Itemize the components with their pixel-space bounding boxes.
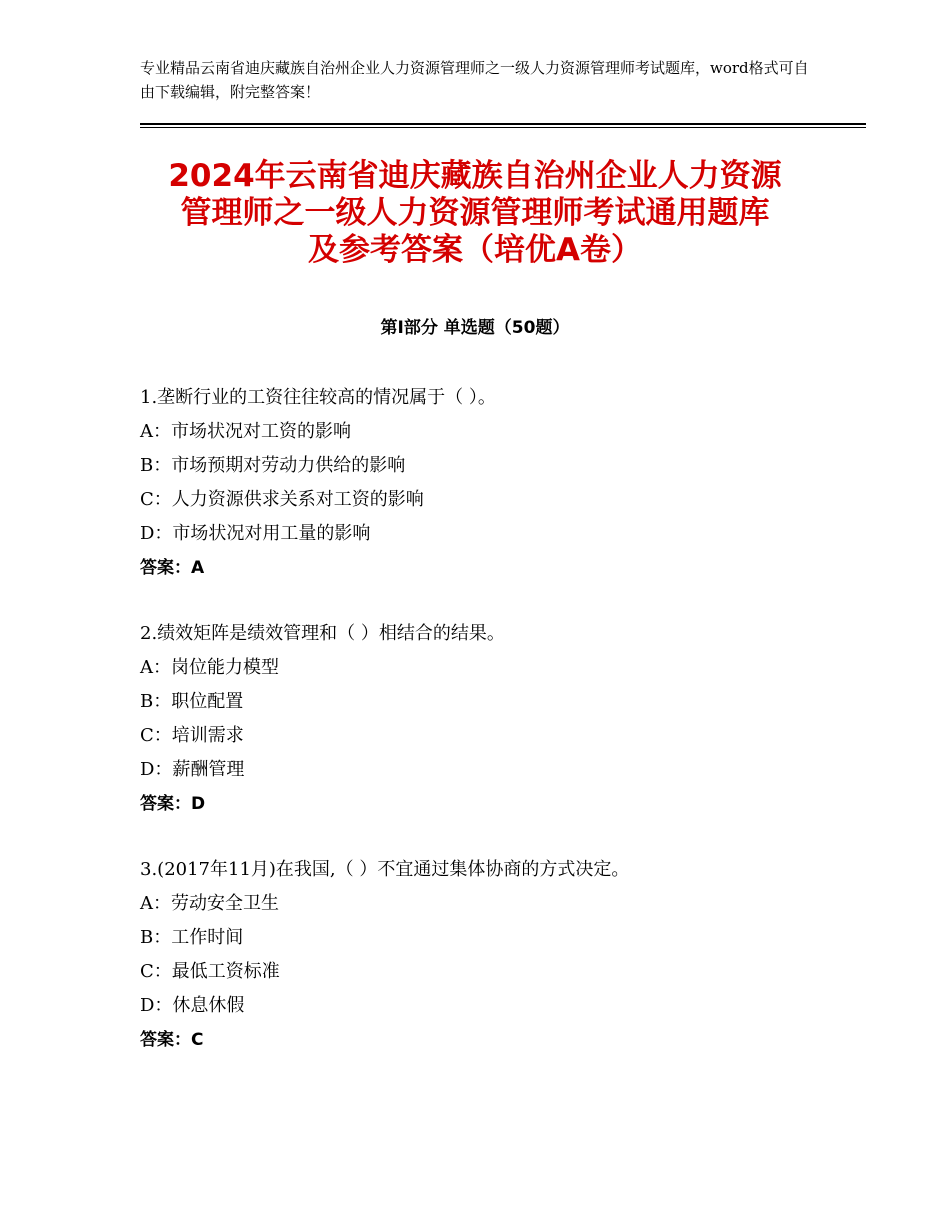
answer: 答案：C xyxy=(140,1030,204,1050)
answer: 答案：A xyxy=(140,558,205,578)
title-line-1: 2024年云南省迪庆藏族自治州企业人力资源 xyxy=(168,158,782,194)
question-list xyxy=(140,381,840,1089)
option-b: B：市场预期对劳动力供给的影响 xyxy=(140,455,406,476)
option-b: B：工作时间 xyxy=(140,927,244,948)
header-note: 专业精品云南省迪庆藏族自治州企业人力资源管理师之一级人力资源管理师考试题库，word格式可自由下载编辑，附完整答案！ xyxy=(140,59,809,101)
question-stem: 2.绩效矩阵是绩效管理和（ ）相结合的结果。 xyxy=(140,623,505,644)
document-title xyxy=(120,158,830,269)
option-d: D：市场状况对用工量的影响 xyxy=(140,523,371,544)
question-1 xyxy=(140,381,840,585)
option-c: C：人力资源供求关系对工资的影响 xyxy=(140,489,424,510)
answer: 答案：D xyxy=(140,794,206,814)
question-stem: 3.(2017年11月)在我国,（ ）不宜通过集体协商的方式决定。 xyxy=(140,859,630,880)
section-title: 第Ⅰ部分 单选题（50题） xyxy=(380,318,570,338)
header-rule-thick xyxy=(140,123,866,125)
question-2 xyxy=(140,617,840,821)
title-line-2: 管理师之一级人力资源管理师考试通用题库 xyxy=(180,195,770,231)
option-a: A：岗位能力模型 xyxy=(140,657,279,678)
option-b: B：职位配置 xyxy=(140,691,244,712)
question-3 xyxy=(140,853,840,1057)
option-a: A：市场状况对工资的影响 xyxy=(140,421,351,442)
option-c: C：培训需求 xyxy=(140,725,244,746)
option-d: D：休息休假 xyxy=(140,995,245,1016)
question-stem: 1.垄断行业的工资往往较高的情况属于（ ）。 xyxy=(140,387,496,408)
header-rule-thin xyxy=(140,127,866,128)
option-a: A：劳动安全卫生 xyxy=(140,893,279,914)
title-line-3: 及参考答案（培优A卷） xyxy=(308,232,642,268)
option-c: C：最低工资标准 xyxy=(140,961,280,982)
option-d: D：薪酬管理 xyxy=(140,759,245,780)
